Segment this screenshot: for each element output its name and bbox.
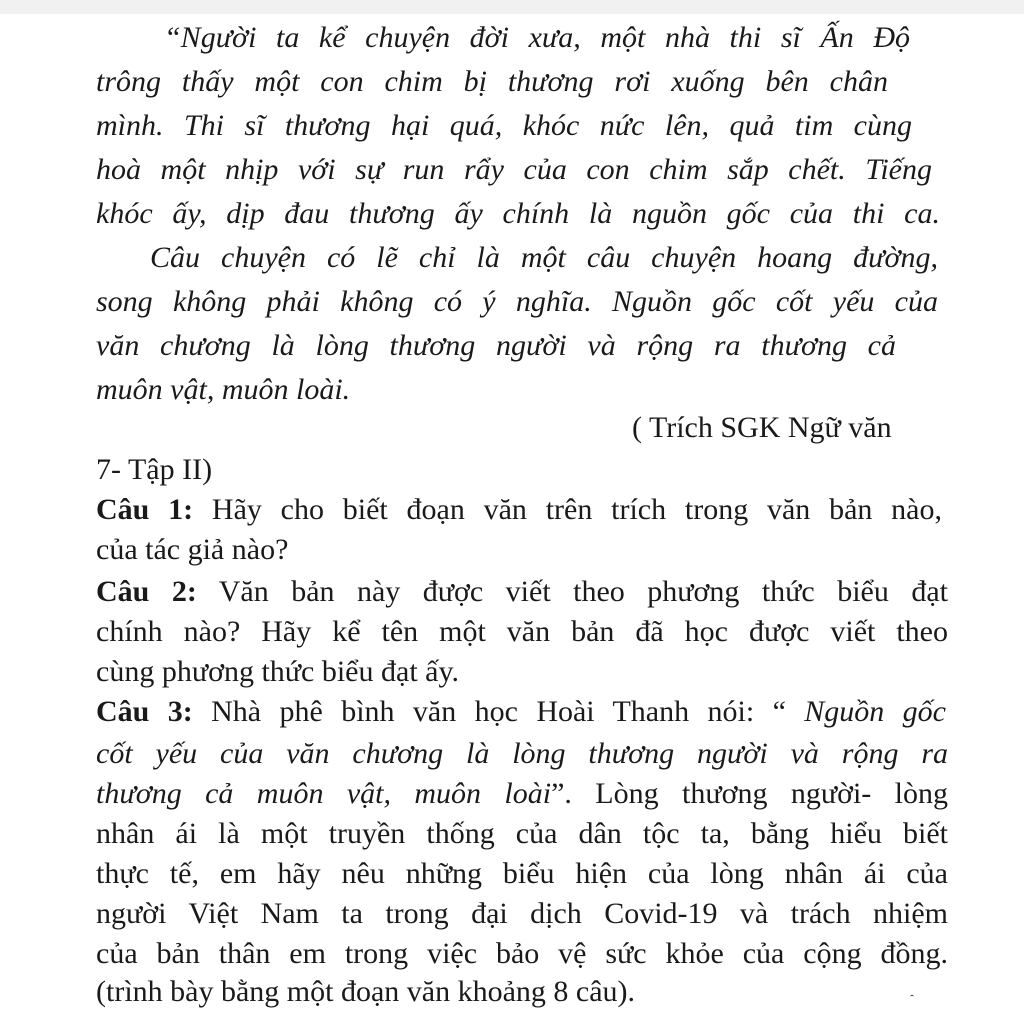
passage-line: khóc ấy, dịp đau thương ấy chính là nguồn gốc của thi ca. <box>96 197 940 230</box>
question-2-line: chính nào? Hãy kể tên một văn bản đã học được viết theo <box>96 615 948 648</box>
passage-line: mình. Thi sĩ thương hại quá, khóc nức lên, quả tim cùng <box>96 109 912 142</box>
source-citation: ( Trích SGK Ngữ văn <box>632 411 892 444</box>
question-3-line: của bản thân em trong việc bảo vệ sức khỏe của cộng đồng. <box>96 937 948 970</box>
question-1-text: Hãy cho biết đoạn văn trên trích trong văn bản nào, <box>193 493 942 526</box>
question-3-line: người Việt Nam ta trong đại dịch Covid-19 và trách nhiệm <box>96 897 948 930</box>
question-3-quote-line: cốt yếu của văn chương là lòng thương người và rộng ra <box>96 737 948 770</box>
question-2-line: cùng phương thức biểu đạt ấy. <box>96 655 460 688</box>
passage-line: văn chương là lòng thương người và rộng ra thương cả <box>96 329 896 362</box>
question-2-line <box>96 574 948 610</box>
source-citation-cont: 7- Tập II) <box>96 453 213 486</box>
question-3-line <box>96 694 946 730</box>
passage-line: Câu chuyện có lẽ chỉ là một câu chuyện hoang đường, <box>150 241 938 274</box>
passage-line: trông thấy một con chim bị thương rơi xuống bên chân <box>96 65 888 98</box>
question-1-line <box>96 492 942 528</box>
question-3-text: ”. Lòng thương người- lòng <box>551 777 948 810</box>
question-3-text: Nhà phê bình văn học Hoài Thanh nói: “ <box>192 695 805 728</box>
top-bar <box>0 0 1024 15</box>
question-3-quote: Nguồn gốc <box>804 695 946 728</box>
question-3-label: Câu 3: <box>96 695 193 728</box>
question-3-line: (trình bày bằng một đoạn văn khoảng 8 câu). <box>96 975 636 1008</box>
question-1-label: Câu 1: <box>96 493 194 526</box>
document-page <box>0 14 1024 1010</box>
question-3-quote: thương cả muôn vật, muôn loài <box>96 777 552 810</box>
question-1-line: của tác giả nào? <box>96 533 289 566</box>
question-2-text: Văn bản này được viết theo phương thức biểu đạt <box>196 575 948 608</box>
question-3-line <box>96 776 948 812</box>
question-2-label: Câu 2: <box>96 575 197 608</box>
passage-line: “Người ta kể chuyện đời xưa, một nhà thi sĩ Ấn Độ <box>164 21 910 54</box>
passage-line: song không phải không có ý nghĩa. Nguồn gốc cốt yếu của <box>96 285 938 318</box>
passage-line: muôn vật, muôn loài. <box>96 373 351 406</box>
passage-line: hoà một nhịp với sự run rẩy của con chim sắp chết. Tiếng <box>96 153 932 186</box>
stray-mark: ˆ <box>910 992 914 1006</box>
question-3-line: nhân ái là một truyền thống của dân tộc ta, bằng hiểu biết <box>96 817 948 850</box>
question-3-line: thực tế, em hãy nêu những biểu hiện của lòng nhân ái của <box>96 857 948 890</box>
